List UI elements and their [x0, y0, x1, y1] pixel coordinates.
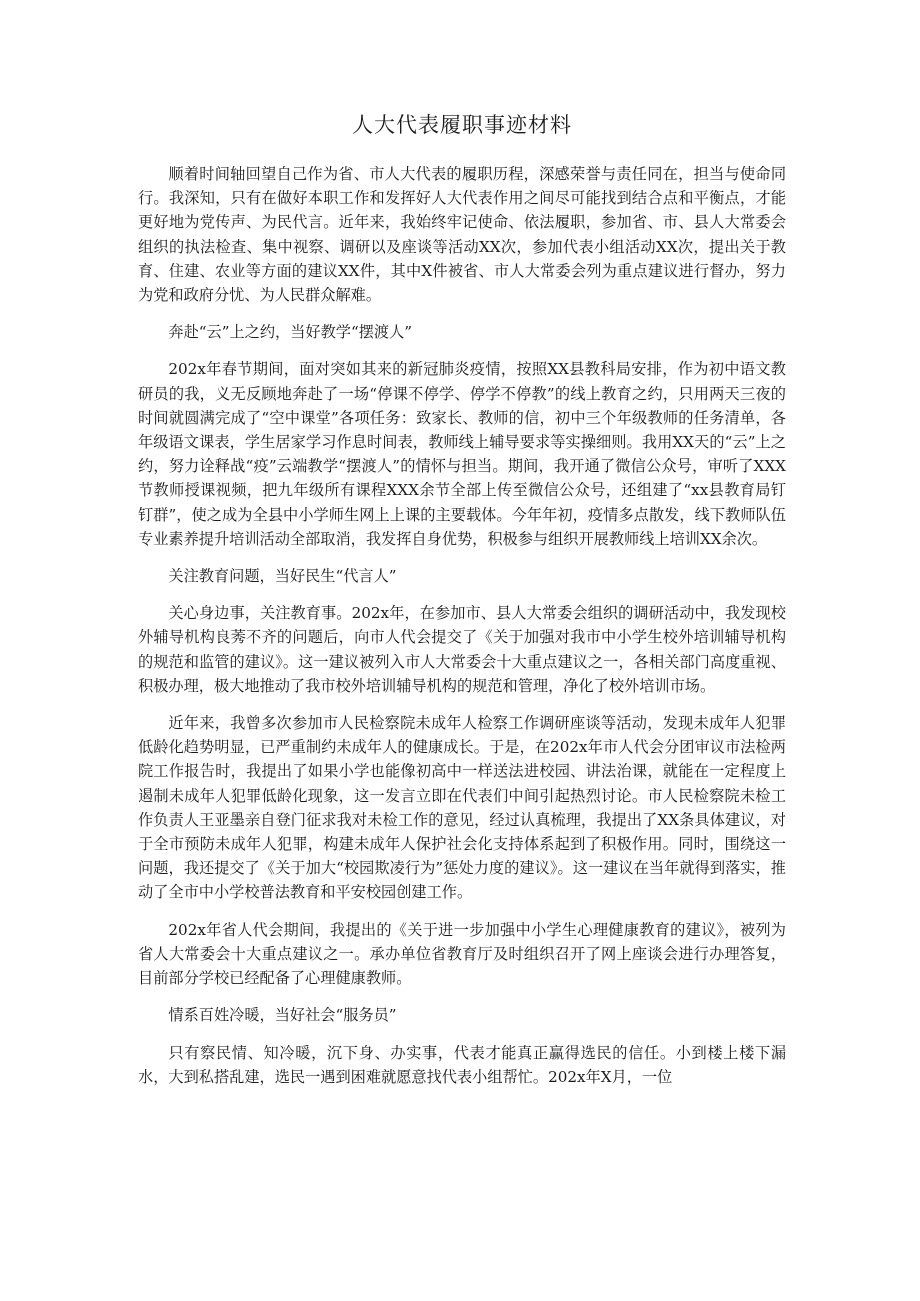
section-heading-public-service: 情系百姓冷暖，当好社会“服务员”: [168, 1006, 397, 1025]
document-page: [138, 110, 786, 1102]
cloud-teaching-paragraph: 202x年春节期间，面对突如其来的新冠肺炎疫情，按照XX县教科局安排，作为初中语文教研员的我，义无反顾地奔赴了一场“停课不停学、停学不停教”的线上教育之约，只用两天三夜的时间就圆满完成了“空中课堂”各项任务：致家长、教师的信，初中三个年级教师的任务清单，各年级语文课表，学生居家学习作息时间表，教师线上辅导要求等实操细则。我用XX天的“云”上之约，努力诠释战“疫”云端教学“摆渡人”的情怀与担当。期间，我开通了微信公众号，审听了XXX节教师授课视频，把九年级所有课程XXX余节全部上传至微信公众号，还组建了“xx县教育局钉钉群”，使之成为全县中小学师生网上上课的主要载体。今年年初，疫情多点散发，线下教师队伍专业素养提升培训活动全部取消，我发挥自身优势，积极参与组织开展教师线上培训XX余次。: [138, 360, 786, 548]
education-paragraph-1: 关心身边事，关注教育事。202x年，在参加市、县人大常委会组织的调研活动中，我发现校外辅导机构良莠不齐的问题后，向市人代会提交了《关于加强对我市中小学生校外培训辅导机构的规范和监管的建议》。这一建议被列入市人大常委会十大重点建议之一，各相关部门高度重视、积极办理，极大地推动了我市校外培训辅导机构的规范和管理，净化了校外培训市场。: [138, 604, 786, 695]
education-paragraph-3: 202x年省人代会期间，我提出的《关于进一步加强中小学生心理健康教育的建议》，被列为省人大常委会十大重点建议之一。承办单位省教育厅及时组织召开了网上座谈会进行办理答复，目前部分学校已经配备了心理健康教师。: [138, 920, 786, 988]
document-title: 人大代表履职事迹材料: [352, 113, 572, 137]
public-service-paragraph: 只有察民情、知冷暖，沉下身、办实事，代表才能真正赢得选民的信任。小到楼上楼下漏水，大到私搭乱建，选民一遇到困难就愿意找代表小组帮忙。202x年X月，一位: [138, 1043, 786, 1086]
intro-paragraph: 顺着时间轴回望自己作为省、市人大代表的履职历程，深感荣誉与责任同在，担当与使命同行。我深知，只有在做好本职工作和发挥好人大代表作用之间尽可能找到结合点和平衡点，才能更好地为党传声、为民代言。近年来，我始终牢记使命、依法履职，参加省、市、县人大常委会组织的执法检查、集中视察、调研以及座谈等活动XX次，参加代表小组活动XX次，提出关于教育、住建、农业等方面的建议XX件，其中X件被省、市人大常委会列为重点建议进行督办，努力为党和政府分忧、为人民群众解难。: [138, 165, 786, 305]
section-heading-education-issues: 关注教育问题，当好民生“代言人”: [168, 567, 397, 586]
education-paragraph-2: 近年来，我曾多次参加市人民检察院未成年人检察工作调研座谈等活动，发现未成年人犯罪低龄化趋势明显，已严重制约未成年人的健康成长。于是，在202x年市人代会分团审议市法检两院工作报告时，我提出了如果小学也能像初高中一样送法进校园、讲法治课，就能在一定程度上遏制未成年人犯罪低龄化现象，这一发言立即在代表们中间引起热烈讨论。市人民检察院未检工作负责人王亚墨亲自登门征求我对未检工作的意见，经过认真梳理，我提出了XX条具体建议，对于全市预防未成年人犯罪，构建未成年人保护社会化支持体系起到了积极作用。同时，围绕这一问题，我还提交了《关于加大“校园欺凌行为”惩处力度的建议》。这一建议在当年就得到落实，推动了全市中小学校普法教育和平安校园创建工作。: [138, 714, 786, 902]
section-heading-cloud-teaching: 奔赴“云”上之约，当好教学“摆渡人”: [168, 323, 413, 342]
